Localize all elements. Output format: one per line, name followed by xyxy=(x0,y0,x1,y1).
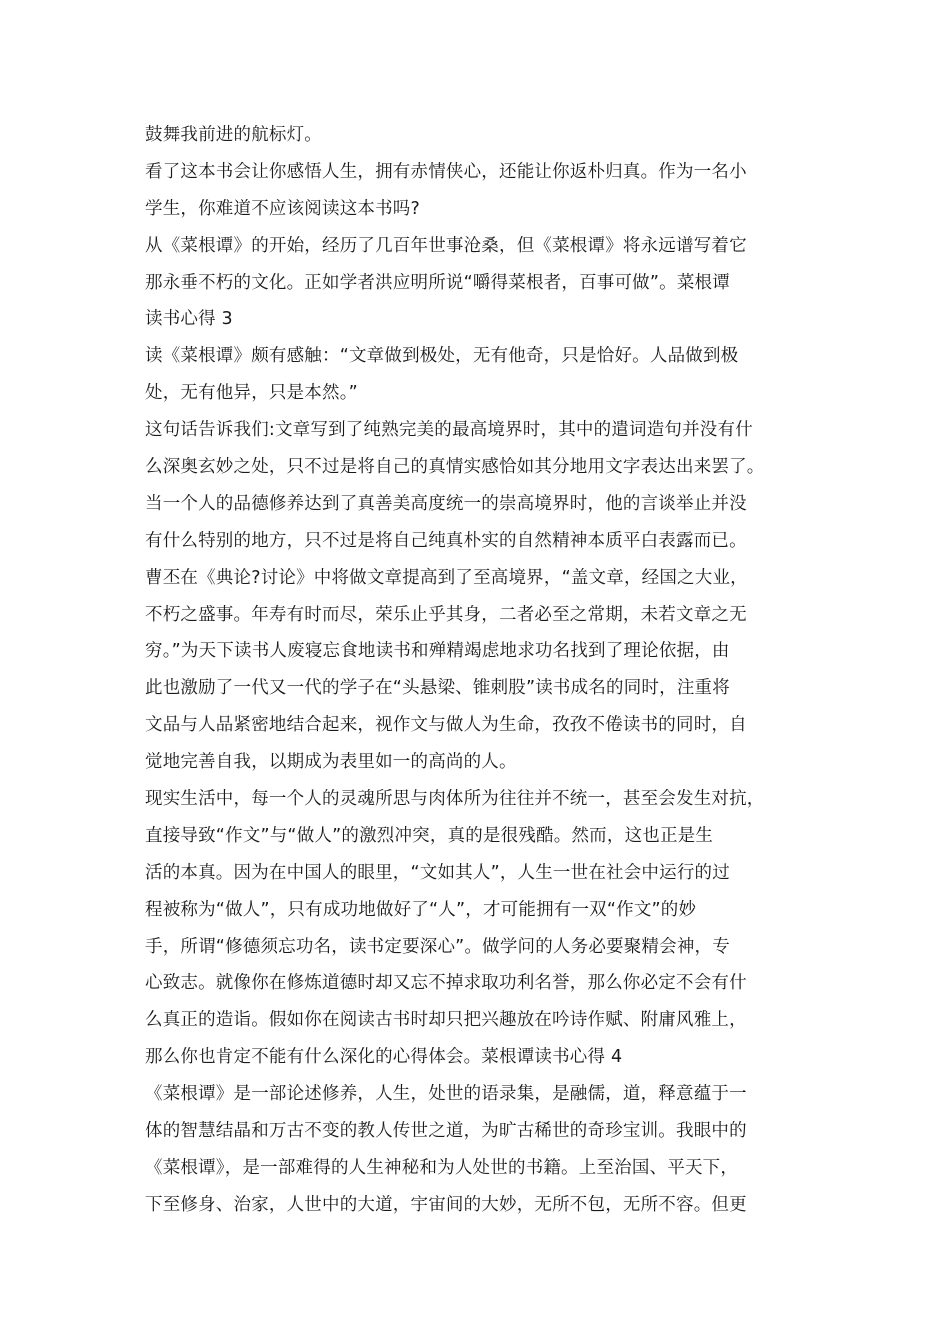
text-line: 看了这本书会让你感悟人生，拥有赤情侠心，还能让你返朴归真。作为一名小 xyxy=(145,161,747,182)
text-line: 读书心得 3 xyxy=(145,309,233,330)
text-line: 曹丕在《典论?讨论》中将做文章提高到了至高境界，“盖文章，经国之大业， xyxy=(145,567,748,588)
text-line: 此也激励了一代又一代的学子在“头悬梁、锥刺股”读书成名的同时，注重将 xyxy=(145,678,730,699)
text-line: 现实生活中，每一个人的灵魂所思与肉体所为往往并不统一，甚至会发生对抗， xyxy=(145,789,765,810)
text-line: 那么你也肯定不能有什么深化的心得体会。菜根谭读书心得 4 xyxy=(145,1047,623,1068)
text-line: 么深奥玄妙之处，只不过是将自己的真情实感恰如其分地用文字表达出来罢了。 xyxy=(145,457,765,478)
text-line: 那永垂不朽的文化。正如学者洪应明所说“嚼得菜根者，百事可做”。菜根谭 xyxy=(145,272,730,293)
text-line: 鼓舞我前进的航标灯。 xyxy=(145,125,322,145)
text-line: 学生，你难道不应该阅读这本书吗? xyxy=(145,198,420,219)
text-line: 当一个人的品德修养达到了真善美高度统一的崇高境界时，他的言谈举止并没 xyxy=(145,493,747,514)
text-line: 活的本真。因为在中国人的眼里，“文如其人”，人生一世在社会中运行的过 xyxy=(145,862,730,883)
text-line: 《菜根谭》是一部论述修养，人生，处世的语录集，是融儒，道，释意蕴于一 xyxy=(145,1084,747,1105)
text-line: 从《菜根谭》的开始，经历了几百年世事沧桑，但《菜根谭》将永远谱写着它 xyxy=(145,235,747,256)
text-line: 穷。”为天下读书人废寝忘食地读书和殚精竭虑地求功名找到了理论依据，由 xyxy=(145,641,730,662)
text-line: 下至修身、治家，人世中的大道，宇宙间的大妙，无所不包，无所不容。但更 xyxy=(145,1194,747,1215)
text-line: 觉地完善自我，以期成为表里如一的高尚的人。 xyxy=(145,752,517,773)
text-line: 文品与人品紧密地结合起来，视作文与做人为生命，孜孜不倦读书的同时，自 xyxy=(145,715,747,736)
text-line: 体的智慧结晶和万古不变的教人传世之道，为旷古稀世的奇珍宝训。我眼中的 xyxy=(145,1121,747,1142)
text-line: 直接导致“作文”与“做人”的激烈冲突，真的是很残酷。然而，这也正是生 xyxy=(145,825,714,846)
text-line: 《菜根谭》，是一部难得的人生神秘和为人处世的书籍。上至治国、平天下， xyxy=(145,1157,739,1178)
text-line: 处，无有他异，只是本然。” xyxy=(145,383,358,404)
text-line: 么真正的造诣。假如你在阅读古书时却只把兴趣放在吟诗作赋、附庸风雅上， xyxy=(145,1010,747,1031)
body-text xyxy=(145,117,825,1224)
text-line: 读《菜根谭》颇有感触：“文章做到极处，无有他奇，只是恰好。人品做到极 xyxy=(145,346,739,367)
text-line: 手，所谓“修德须忘功名，读书定要深心”。做学问的人务必要聚精会神，专 xyxy=(145,936,730,957)
text-line: 程被称为“做人”，只有成功地做好了“人”，才可能拥有一双“作文”的妙 xyxy=(145,899,697,920)
text-line: 这句话告诉我们:文章写到了纯熟完美的最高境界时，其中的遣词造句并没有什 xyxy=(145,420,753,441)
text-line: 不朽之盛事。年寿有时而尽，荣乐止乎其身，二者必至之常期，未若文章之无 xyxy=(145,604,747,625)
text-line: 心致志。就像你在修炼道德时却又忘不掉求取功利名誉，那么你必定不会有什 xyxy=(145,973,747,994)
text-line: 有什么特别的地方，只不过是将自己纯真朴实的自然精神本质平白表露而已。 xyxy=(145,530,747,551)
